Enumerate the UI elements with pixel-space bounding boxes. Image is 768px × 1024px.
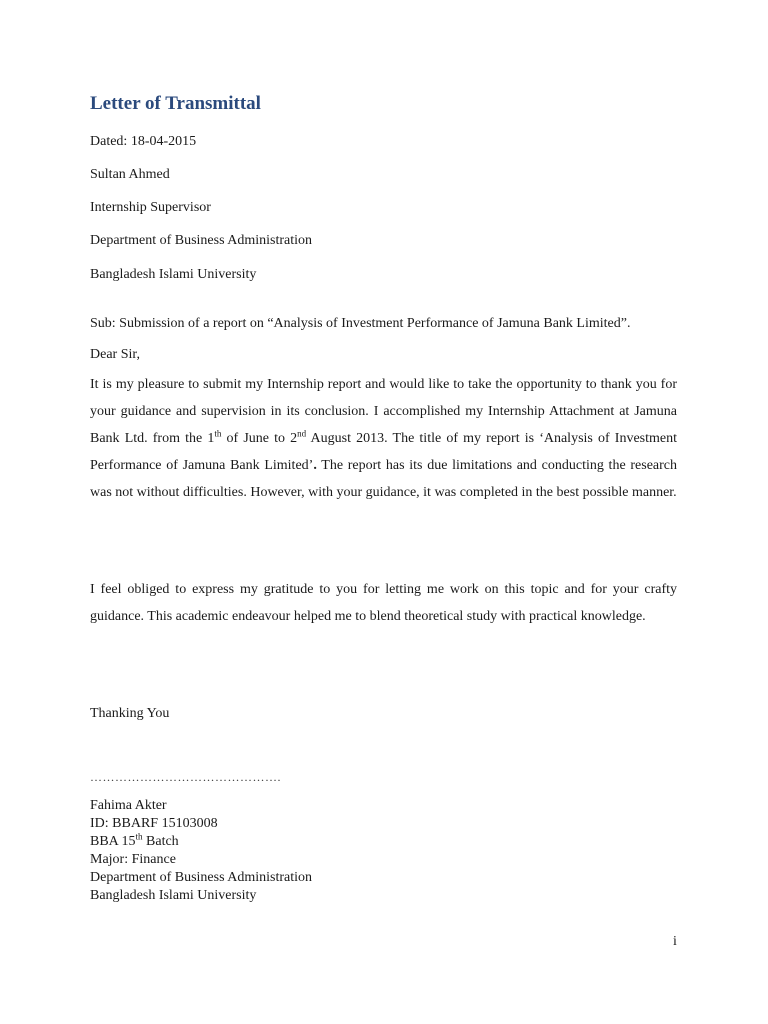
sender-batch	[90, 833, 312, 851]
para1-text-5: The report has its due limitations and conducting the research was not without difficulties. However, with your guidance, it was completed in the best possible manner.	[90, 458, 678, 500]
para1-bold-period: .	[313, 458, 317, 473]
sender-batch-suffix: Batch	[142, 834, 179, 849]
para1-text-1: It is my pleasure to submit my Internship report and would like to take the opportunity to thank you for your guidance and supervision in its conclusion. I accomplished my Internship Attachment at Jamuna Bank Ltd. from the 1	[90, 377, 677, 446]
letter-subject: Sub: Submission of a report on “Analysis of Investment Performance of Jamuna Bank Limited”.	[90, 316, 631, 331]
recipient-position: Internship Supervisor	[90, 200, 211, 215]
sender-university: Bangladesh Islami University	[90, 888, 257, 903]
body-paragraph-2: I feel obliged to express my gratitude to you for letting me work on this topic and for your crafty guidance. This academic endeavour helped me to blend theoretical study with practical knowledge.	[90, 582, 677, 624]
sender-block	[90, 797, 312, 905]
sender-batch-sup: th	[135, 831, 143, 842]
para1-text-3: August 2013. The title of my report is ‘Analysis of Investment Performance of Jamuna Bank Limited’	[90, 431, 678, 473]
letter-salutation: Dear Sir,	[90, 347, 140, 362]
sender-major: Major: Finance	[90, 852, 176, 867]
page-number: i	[673, 934, 677, 949]
signature-line: ……………………………………….	[90, 770, 281, 784]
sender-name: Fahima Akter	[90, 798, 167, 813]
para1-sup-2: nd	[297, 428, 307, 439]
recipient-name: Sultan Ahmed	[90, 167, 170, 182]
para1-text-2: of June to 2	[221, 431, 298, 446]
letter-closing: Thanking You	[90, 706, 170, 721]
letter-date: Dated: 18-04-2015	[90, 134, 197, 149]
recipient-university: Bangladesh Islami University	[90, 267, 257, 282]
para1-sup-1: th	[214, 428, 222, 439]
sender-id: ID: BBARF 15103008	[90, 816, 218, 831]
sender-department: Department of Business Administration	[90, 870, 313, 885]
sender-batch-prefix: BBA 15	[90, 834, 136, 849]
letter-title: Letter of Transmittal	[90, 93, 261, 114]
recipient-department: Department of Business Administration	[90, 233, 313, 248]
body-paragraph-1	[90, 371, 677, 506]
